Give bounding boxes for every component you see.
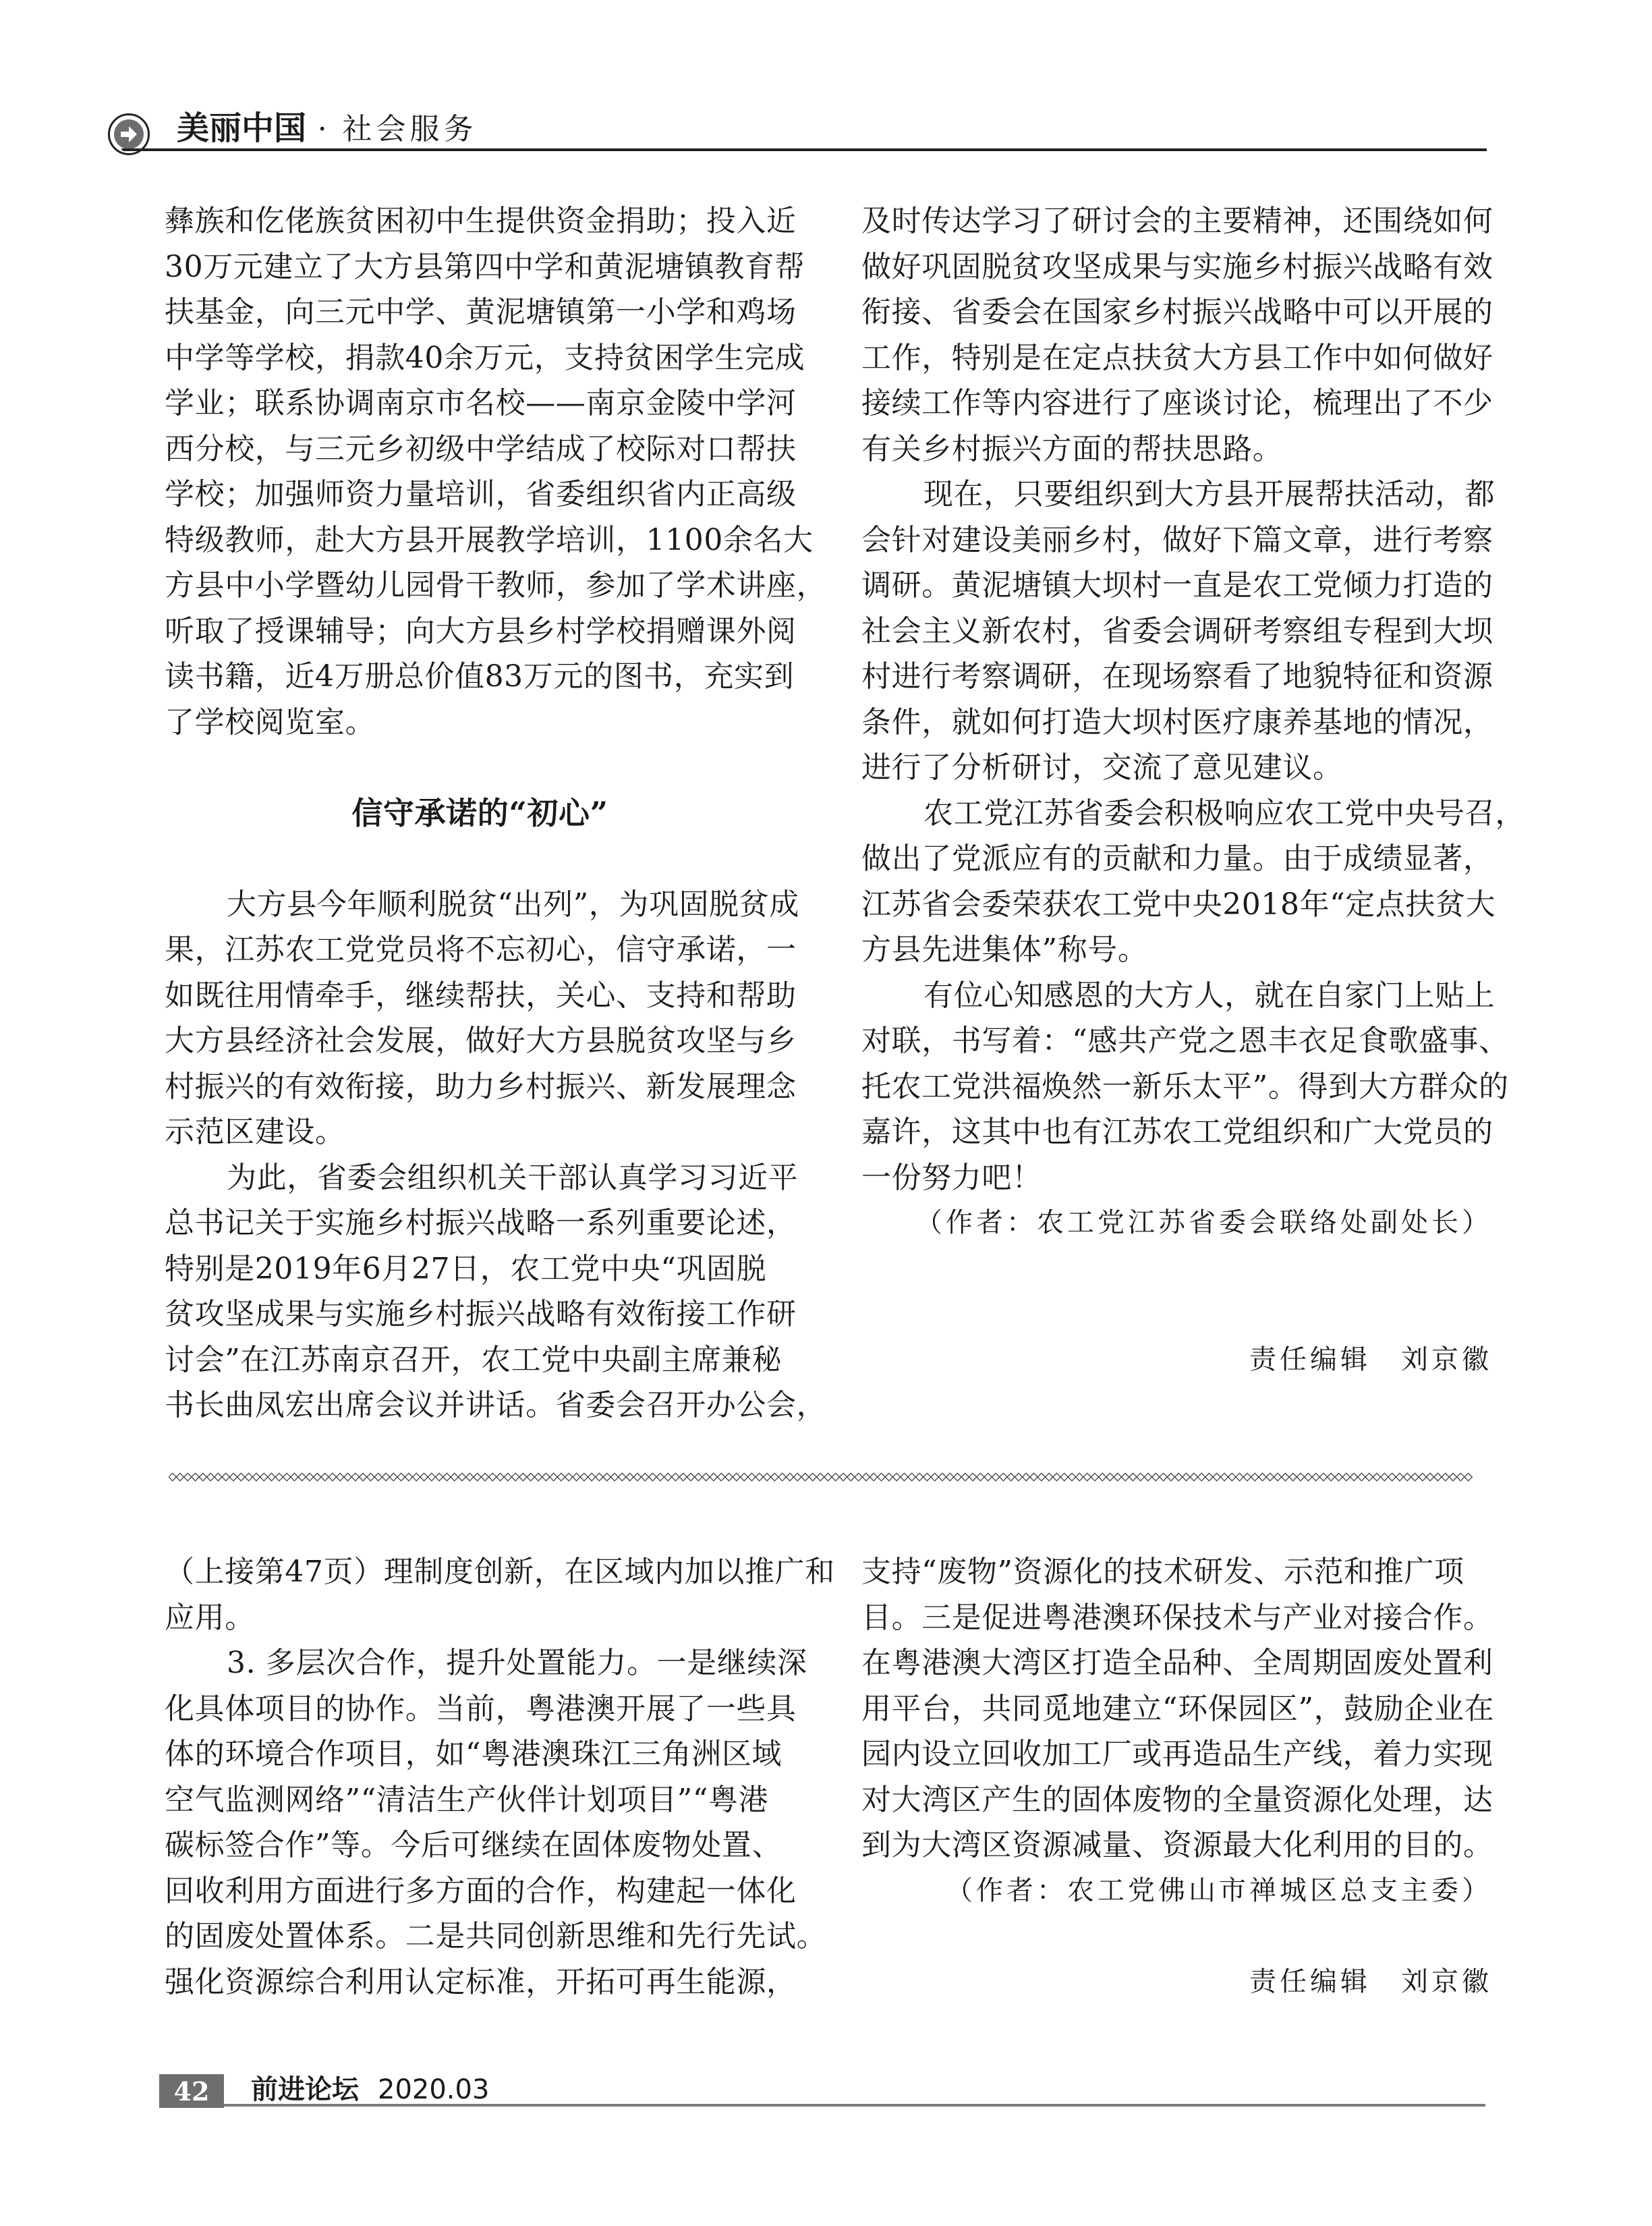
diamond-mark (725, 1473, 733, 1480)
text-line: 一份努力吧！ (861, 1160, 1042, 1195)
diamond-mark (786, 1473, 793, 1480)
text-line: 学校；加强师资力量培训，省委组织省内正高级 (165, 477, 797, 511)
diamond-mark (771, 1473, 778, 1480)
diamond-mark (344, 1473, 351, 1480)
diamond-mark (474, 1473, 481, 1480)
text-line: 嘉许，这其中也有江苏农工党组织和广大党员的 (861, 1115, 1493, 1149)
text-line: （上接第47页）理制度创新，在区域内加以推广和 (165, 1555, 835, 1589)
diamond-mark (1083, 1473, 1091, 1480)
text-line: 用平台，共同觅地建立“环保园区”，鼓励企业在 (861, 1691, 1495, 1726)
diamond-mark (1137, 1473, 1144, 1480)
diamond-mark (1129, 1473, 1137, 1480)
text-line: 支持“废物”资源化的技术研发、示范和推广项 (861, 1555, 1464, 1589)
diamond-mark (1030, 1473, 1037, 1480)
diamond-mark (1350, 1473, 1358, 1480)
text-line: 扶基金，向三元中学、黄泥塘镇第一小学和鸡场 (165, 295, 797, 329)
diamond-mark (542, 1473, 550, 1480)
diamond-mark (610, 1473, 618, 1480)
diamond-mark (931, 1473, 938, 1480)
text-line: 读书籍，近4万册总价值83万元的图书，充实到 (165, 659, 795, 694)
article1-left-column (165, 198, 827, 1428)
text-line: 3. 多层次合作，提升处置能力。一是继续深 (227, 1646, 807, 1680)
diamond-mark (938, 1473, 946, 1480)
diamond-mark (817, 1473, 824, 1480)
diamond-mark (176, 1473, 183, 1480)
diamond-mark (923, 1473, 931, 1480)
diamond-mark (237, 1473, 245, 1480)
text-line: 农工党江苏省委会积极响应农工党中央号召， (923, 796, 1525, 831)
section-separator: · (317, 112, 331, 146)
diamond-mark (695, 1473, 702, 1480)
diamond-mark (481, 1473, 488, 1480)
text-line: 中学等学校，捐款40余万元，支持贫困学生完成 (165, 340, 805, 375)
diamond-mark (466, 1473, 474, 1480)
diamond-mark (397, 1473, 405, 1480)
text-line: 体的环境合作项目，如“粤港澳珠江三角洲区域 (165, 1737, 782, 1771)
diamond-mark (1342, 1473, 1350, 1480)
diamond-mark (390, 1473, 397, 1480)
diamond-mark (1442, 1473, 1449, 1480)
article2-right-column (861, 1549, 1495, 2005)
text-line: 大方县今年顺利脱贫“出列”，为巩固脱贫成 (227, 887, 799, 922)
text-line: 进行了分析研讨，交流了意见建议。 (861, 750, 1343, 785)
diamond-mark (870, 1473, 878, 1480)
diamond-divider (169, 1472, 1479, 1482)
diamond-mark (901, 1473, 908, 1480)
diamond-mark (687, 1473, 694, 1480)
diamond-mark (1282, 1473, 1289, 1480)
diamond-mark (260, 1473, 268, 1480)
diamond-mark (229, 1473, 237, 1480)
section-header (177, 108, 477, 150)
diamond-mark (824, 1473, 832, 1480)
text-line: 应用。 (165, 1600, 255, 1635)
diamond-mark (314, 1473, 321, 1480)
diamond-mark (1205, 1473, 1213, 1480)
diamond-mark (649, 1473, 656, 1480)
diamond-mark (268, 1473, 275, 1480)
text-line: 对大湾区产生的固体废物的全量资源化处理，达 (861, 1782, 1493, 1817)
text-line: 碳标签合作”等。今后可继续在固体废物处置、 (165, 1828, 782, 1862)
diamond-mark (458, 1473, 465, 1480)
diamond-mark (847, 1473, 855, 1480)
diamond-mark (1106, 1473, 1114, 1480)
author-byline: （作者：农工党江苏省委会联络处副处长） (915, 1207, 1492, 1238)
diamond-mark (1266, 1473, 1274, 1480)
text-line: 接续工作等内容进行了座谈讨论，梳理出了不少 (861, 386, 1493, 420)
text-line: 方县先进集体”称号。 (861, 933, 1148, 967)
diamond-mark (954, 1473, 961, 1480)
diamond-mark (1243, 1473, 1251, 1480)
diamond-mark (382, 1473, 389, 1480)
diamond-mark (1449, 1473, 1456, 1480)
text-line: 目。三是促进粤港澳环保技术与产业对接合作。 (861, 1600, 1493, 1635)
diamond-mark (603, 1473, 610, 1480)
diamond-mark (748, 1473, 756, 1480)
diamond-mark (215, 1473, 222, 1480)
diamond-mark (489, 1473, 496, 1480)
spacer (165, 745, 795, 791)
diamond-mark (1373, 1473, 1380, 1480)
diamond-mark (1198, 1473, 1205, 1480)
diamond-mark (451, 1473, 458, 1480)
diamond-mark (1305, 1473, 1312, 1480)
diamond-mark (1190, 1473, 1197, 1480)
diamond-mark (360, 1473, 367, 1480)
diamond-mark (778, 1473, 786, 1480)
diamond-mark (1464, 1473, 1472, 1480)
text-line: 西分校，与三元乡初级中学结成了校际对口帮扶 (165, 431, 797, 466)
diamond-mark (794, 1473, 801, 1480)
diamond-mark (710, 1473, 717, 1480)
section-title: 美丽中国 (177, 109, 307, 147)
diamond-mark (656, 1473, 664, 1480)
diamond-mark (633, 1473, 641, 1480)
diamond-mark (565, 1473, 573, 1480)
diamond-mark (337, 1473, 344, 1480)
diamond-mark (1388, 1473, 1396, 1480)
text-line: 空气监测网络”“清洁生产伙伴计划项目”“粤港 (165, 1782, 769, 1817)
diamond-mark (1381, 1473, 1388, 1480)
diamond-mark (855, 1473, 862, 1480)
diamond-mark (1358, 1473, 1365, 1480)
section-subtitle: 社会服务 (342, 112, 478, 146)
diamond-mark (192, 1473, 199, 1480)
text-line: 村进行考察调研，在现场察看了地貌特征和资源 (861, 659, 1493, 694)
diamond-mark (1068, 1473, 1075, 1480)
diamond-mark (283, 1473, 291, 1480)
diamond-mark (679, 1473, 687, 1480)
diamond-mark (275, 1473, 283, 1480)
diamond-mark (557, 1473, 565, 1480)
diamond-mark (169, 1473, 176, 1480)
diamond-mark (291, 1473, 298, 1480)
text-line: 做好巩固脱贫攻坚成果与实施乡村振兴战略有效 (861, 249, 1493, 284)
diamond-mark (1152, 1473, 1160, 1480)
text-line: 特别是2019年6月27日，农工党中央“巩固脱 (165, 1251, 767, 1286)
diamond-mark (1046, 1473, 1053, 1480)
diamond-mark (420, 1473, 428, 1480)
diamond-mark (1220, 1473, 1228, 1480)
text-line: 托农工党洪福焕然一新乐太平”。得到大方群众的 (861, 1069, 1509, 1104)
diamond-mark (809, 1473, 816, 1480)
diamond-mark (436, 1473, 443, 1480)
diamond-mark (512, 1473, 519, 1480)
diamond-mark (832, 1473, 839, 1480)
diamond-mark (1000, 1473, 1007, 1480)
text-line: 贫攻坚成果与实施乡村振兴战略有效衔接工作研 (165, 1297, 797, 1331)
diamond-mark (573, 1473, 580, 1480)
diamond-mark (908, 1473, 915, 1480)
text-line: 示范区建设。 (165, 1115, 345, 1149)
diamond-mark (1076, 1473, 1083, 1480)
text-line: 江苏省会委荣获农工党中央2018年“定点扶贫大 (861, 887, 1496, 922)
diamond-mark (321, 1473, 329, 1480)
diamond-mark (992, 1473, 999, 1480)
text-line: 如既往用情牵手，继续帮扶，关心、支持和帮助 (165, 978, 797, 1013)
diamond-mark (862, 1473, 870, 1480)
diamond-mark (527, 1473, 534, 1480)
diamond-mark (1419, 1473, 1426, 1480)
editor-credit: 责任编辑 刘京徽 (1249, 1966, 1492, 1997)
diamond-mark (1365, 1473, 1373, 1480)
editor-credit: 责任编辑 刘京徽 (1249, 1343, 1492, 1375)
diamond-mark (1167, 1473, 1174, 1480)
text-line: 特级教师，赴大方县开展教学培训，1100余名大 (165, 522, 814, 557)
text-line: 讨会”在江苏南京召开，农工党中央副主席兼秘 (165, 1342, 782, 1377)
diamond-mark (977, 1473, 984, 1480)
diamond-mark (1091, 1473, 1098, 1480)
diamond-mark (1251, 1473, 1259, 1480)
diamond-mark (642, 1473, 649, 1480)
spacer (861, 1291, 1492, 1337)
text-line: 做出了党派应有的贡献和力量。由于成绩显著， (861, 841, 1493, 876)
diamond-mark (1236, 1473, 1243, 1480)
diamond-mark (885, 1473, 892, 1480)
diamond-mark (428, 1473, 435, 1480)
diamond-mark (1427, 1473, 1434, 1480)
diamond-mark (1015, 1473, 1022, 1480)
diamond-mark (329, 1473, 336, 1480)
diamond-mark (1023, 1473, 1030, 1480)
spacer (861, 1914, 1492, 1959)
diamond-mark (519, 1473, 527, 1480)
diamond-mark (374, 1473, 382, 1480)
diamond-mark (1457, 1473, 1464, 1480)
diamond-mark (413, 1473, 420, 1480)
diamond-mark (1183, 1473, 1190, 1480)
text-line: 村振兴的有效衔接，助力乡村振兴、新发展理念 (165, 1069, 797, 1104)
text-line: 有位心知感恩的大方人，就在自家门上贴上 (923, 978, 1496, 1013)
text-line: 园内设立回收加工厂或再造品生产线，着力实现 (861, 1737, 1493, 1771)
diamond-mark (733, 1473, 740, 1480)
diamond-mark (550, 1473, 557, 1480)
text-line: 学业；联系协调南京市名校——南京金陵中学河 (165, 386, 797, 420)
diamond-mark (298, 1473, 306, 1480)
diamond-mark (1053, 1473, 1060, 1480)
diamond-mark (1259, 1473, 1266, 1480)
diamond-mark (961, 1473, 969, 1480)
diamond-mark (1114, 1473, 1121, 1480)
spacer (861, 1246, 1492, 1292)
diamond-mark (367, 1473, 374, 1480)
diamond-mark (588, 1473, 596, 1480)
diamond-mark (1160, 1473, 1167, 1480)
text-line: 工作，特别是在定点扶贫大方县工作中如何做好 (861, 340, 1493, 375)
diamond-mark (893, 1473, 901, 1480)
text-line: 书长曲凤宏出席会议并讲话。省委会召开办公会， (165, 1388, 827, 1422)
diamond-mark (222, 1473, 229, 1480)
diamond-mark (1289, 1473, 1297, 1480)
diamond-mark (1404, 1473, 1411, 1480)
diamond-mark (878, 1473, 885, 1480)
diamond-mark (443, 1473, 451, 1480)
diamond-mark (718, 1473, 725, 1480)
diamond-mark (915, 1473, 923, 1480)
text-line: 彝族和仡佬族贫困初中生提供资金捐助；投入近 (165, 204, 797, 238)
text-line: 的固废处置体系。二是共同创新思维和先行先试。 (165, 1919, 827, 1953)
diamond-mark (306, 1473, 313, 1480)
diamond-mark (496, 1473, 504, 1480)
text-line: 衔接、省委会在国家乡村振兴战略中可以开展的 (861, 295, 1493, 329)
diamond-mark (199, 1473, 206, 1480)
text-line: 大方县经济社会发展，做好大方县脱贫攻坚与乡 (165, 1024, 797, 1058)
page-number: 42 (159, 2074, 224, 2108)
diamond-mark (1335, 1473, 1342, 1480)
text-line: 及时传达学习了研讨会的主要精神，还围绕如何 (861, 204, 1493, 238)
text-line: 化具体项目的协作。当前，粤港澳开展了一些具 (165, 1691, 797, 1726)
text-line: 对联，书写着：“感共产党之恩丰衣足食歌盛事、 (861, 1024, 1509, 1058)
magazine-name: 前进论坛 (251, 2074, 359, 2105)
subheading: 信守承诺的“初心” (351, 794, 608, 831)
issue-date: 2020.03 (378, 2074, 490, 2105)
text-line: 到为大湾区资源减量、资源最大化利用的目的。 (861, 1828, 1493, 1862)
text-line: 社会主义新农村，省委会调研考察组专程到大坝 (861, 613, 1493, 648)
diamond-mark (1144, 1473, 1151, 1480)
diamond-mark (969, 1473, 977, 1480)
diamond-mark (1099, 1473, 1106, 1480)
diamond-mark (1319, 1473, 1327, 1480)
author-byline: （作者：农工党佛山市禅城区总支主委） (946, 1874, 1492, 1906)
diamond-mark (1312, 1473, 1319, 1480)
diamond-mark (1297, 1473, 1304, 1480)
text-line: 条件，就如何打造大坝村医疗康养基地的情况， (861, 704, 1493, 740)
diamond-mark (626, 1473, 633, 1480)
diamond-mark (839, 1473, 847, 1480)
text-line: 在粤港澳大湾区打造全品种、全周期固废处置利 (861, 1646, 1493, 1680)
text-line: 有关乡村振兴方面的帮扶思路。 (861, 431, 1283, 466)
diamond-mark (1228, 1473, 1236, 1480)
text-line: 总书记关于实施乡村振兴战略一系列重要论述， (165, 1206, 797, 1240)
diamond-mark (580, 1473, 588, 1480)
article1-right-column (861, 198, 1525, 1383)
diamond-mark (207, 1473, 215, 1480)
diamond-mark (1060, 1473, 1068, 1480)
diamond-mark (1122, 1473, 1129, 1480)
diamond-mark (756, 1473, 763, 1480)
diamond-mark (1274, 1473, 1282, 1480)
diamond-mark (763, 1473, 770, 1480)
diamond-mark (1411, 1473, 1419, 1480)
diamond-mark (1328, 1473, 1335, 1480)
article2-left-column (165, 1549, 835, 2005)
spacer (165, 836, 795, 882)
diamond-mark (534, 1473, 542, 1480)
diamond-mark (1037, 1473, 1045, 1480)
diamond-mark (405, 1473, 412, 1480)
text-line: 30万元建立了大方县第四中学和黄泥塘镇教育帮 (165, 249, 805, 284)
text-line: 调研。黄泥塘镇大坝村一直是农工党倾力打造的 (861, 568, 1493, 603)
text-line: 现在，只要组织到大方县开展帮扶活动，都 (923, 477, 1496, 511)
diamond-mark (504, 1473, 511, 1480)
diamond-mark (1213, 1473, 1220, 1480)
diamond-mark (351, 1473, 359, 1480)
diamond-mark (184, 1473, 192, 1480)
text-line: 回收利用方面进行多方面的合作，构建起一体化 (165, 1873, 797, 1908)
diamond-mark (984, 1473, 992, 1480)
text-line: 会针对建设美丽乡村，做好下篇文章，进行考察 (861, 522, 1493, 557)
text-line: 果，江苏农工党党员将不忘初心，信守承诺，一 (165, 933, 797, 967)
text-line: 了学校阅览室。 (165, 704, 376, 740)
diamond-mark (672, 1473, 679, 1480)
text-line: 为此，省委会组织机关干部认真学习习近平 (227, 1160, 799, 1195)
diamond-mark (252, 1473, 260, 1480)
diamond-mark (946, 1473, 954, 1480)
diamond-mark (1396, 1473, 1403, 1480)
diamond-mark (245, 1473, 252, 1480)
text-line: 方县中小学暨幼儿园骨干教师，参加了学术讲座， (165, 568, 827, 603)
diamond-mark (801, 1473, 809, 1480)
diamond-mark (1175, 1473, 1183, 1480)
diamond-mark (741, 1473, 748, 1480)
diamond-mark (1434, 1473, 1442, 1480)
diamond-mark (664, 1473, 672, 1480)
diamond-mark (619, 1473, 626, 1480)
diamond-mark (596, 1473, 603, 1480)
text-line: 听取了授课辅导；向大方县乡村学校捐赠课外阅 (165, 613, 797, 648)
diamond-mark (1007, 1473, 1015, 1480)
diamond-mark (702, 1473, 710, 1480)
text-line: 强化资源综合利用认定标准，开拓可再生能源， (165, 1964, 797, 1999)
